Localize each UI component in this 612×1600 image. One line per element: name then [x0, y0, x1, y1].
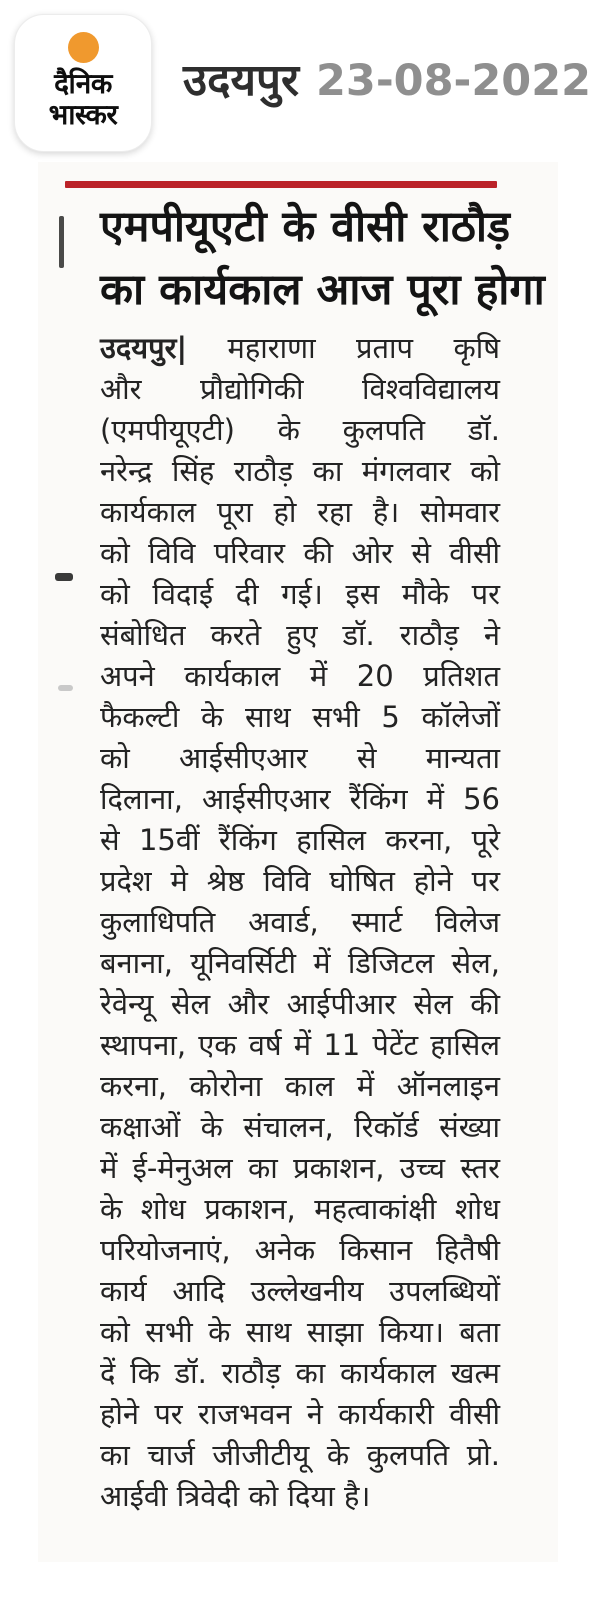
- logo-line-1: दैनिक: [54, 67, 112, 100]
- body-line: कुलाधिपति अवार्ड, स्मार्ट विलेज: [100, 905, 500, 939]
- headline-line: एमपीयूएटी के वीसी राठौड़: [100, 202, 510, 252]
- scan-artifact: [55, 573, 73, 581]
- scan-artifact: [59, 216, 64, 268]
- body-line: (एमपीयूएटी) के कुलपति डॉ.: [100, 413, 500, 447]
- body-line: अपने कार्यकाल में 20 प्रतिशत: [100, 659, 500, 693]
- body-line: संबोधित करते हुए डॉ. राठौड़ ने: [100, 618, 500, 652]
- dainik-bhaskar-logo[interactable]: [14, 14, 152, 152]
- body-line: स्थापना, एक वर्ष में 11 पेटेंट हासिल: [100, 1028, 500, 1062]
- body-line: से 15वीं रैंकिंग हासिल करना, पूरे: [100, 823, 500, 857]
- body-line: बनाना, यूनिवर्सिटी में डिजिटल सेल,: [100, 946, 500, 980]
- body-line: को आईसीएआर से मान्यता: [100, 741, 500, 775]
- body-line: कार्य आदि उल्लेखनीय उपलब्धियों: [100, 1274, 500, 1308]
- body-line: नरेन्द्र सिंह राठौड़ का मंगलवार को: [100, 454, 500, 488]
- body-line: को सभी के साथ साझा किया। बता: [100, 1315, 500, 1349]
- body-line: रेवेन्यू सेल और आईपीआर सेल की: [100, 987, 500, 1021]
- body-line: करना, कोरोना काल में ऑनलाइन: [100, 1069, 500, 1103]
- headline-line: का कार्यकाल आज पूरा होगा: [100, 265, 545, 315]
- article-headline: [100, 196, 545, 322]
- body-line: कक्षाओं के संचालन, रिकॉर्ड संख्या: [100, 1110, 500, 1144]
- body-line: और प्रौद्योगिकी विश्वविद्यालय: [100, 372, 500, 406]
- edition-info: [183, 48, 591, 108]
- body-line: फैकल्टी के साथ सभी 5 कॉलेजों: [100, 700, 500, 734]
- news-clipping: [38, 162, 558, 1562]
- scan-artifact: [58, 685, 73, 691]
- body-line: होने पर राजभवन ने कार्यकारी वीसी: [100, 1397, 500, 1431]
- edition-date: 23-08-2022: [315, 56, 592, 106]
- headline-rule: [65, 181, 497, 188]
- body-line: का चार्ज जीजीटीयू के कुलपति प्रो.: [100, 1438, 500, 1472]
- body-lines: [100, 369, 500, 1517]
- body-text: महाराणा प्रताप कृषि: [227, 331, 500, 365]
- body-line: को विदाई दी गई। इस मौके पर: [100, 577, 500, 611]
- body-line: आईवी त्रिवेदी को दिया है।: [100, 1479, 371, 1513]
- sun-icon: [68, 32, 99, 63]
- body-line: में ई-मेनुअल का प्रकाशन, उच्च स्तर: [100, 1151, 500, 1185]
- body-line: को विवि परिवार की ओर से वीसी: [100, 536, 500, 570]
- logo-line-2: भास्कर: [48, 98, 118, 131]
- body-line: प्रदेश मे श्रेष्ठ विवि घोषित होने पर: [100, 864, 500, 898]
- logo-wordmark: [15, 68, 151, 130]
- body-line: दें कि डॉ. राठौड़ का कार्यकाल खत्म: [100, 1356, 500, 1390]
- body-line: परियोजनाएं, अनेक किसान हितैषी: [100, 1233, 500, 1267]
- dateline: उदयपुर|: [100, 331, 188, 365]
- edition-city: उदयपुर: [183, 55, 299, 106]
- body-line-dateline: [100, 328, 500, 369]
- body-line: के शोध प्रकाशन, महत्वाकांक्षी शोध: [100, 1192, 500, 1226]
- body-line: कार्यकाल पूरा हो रहा है। सोमवार: [100, 495, 500, 529]
- body-line: दिलाना, आईसीएआर रैंकिंग में 56: [100, 782, 500, 816]
- article-body: [100, 328, 500, 1517]
